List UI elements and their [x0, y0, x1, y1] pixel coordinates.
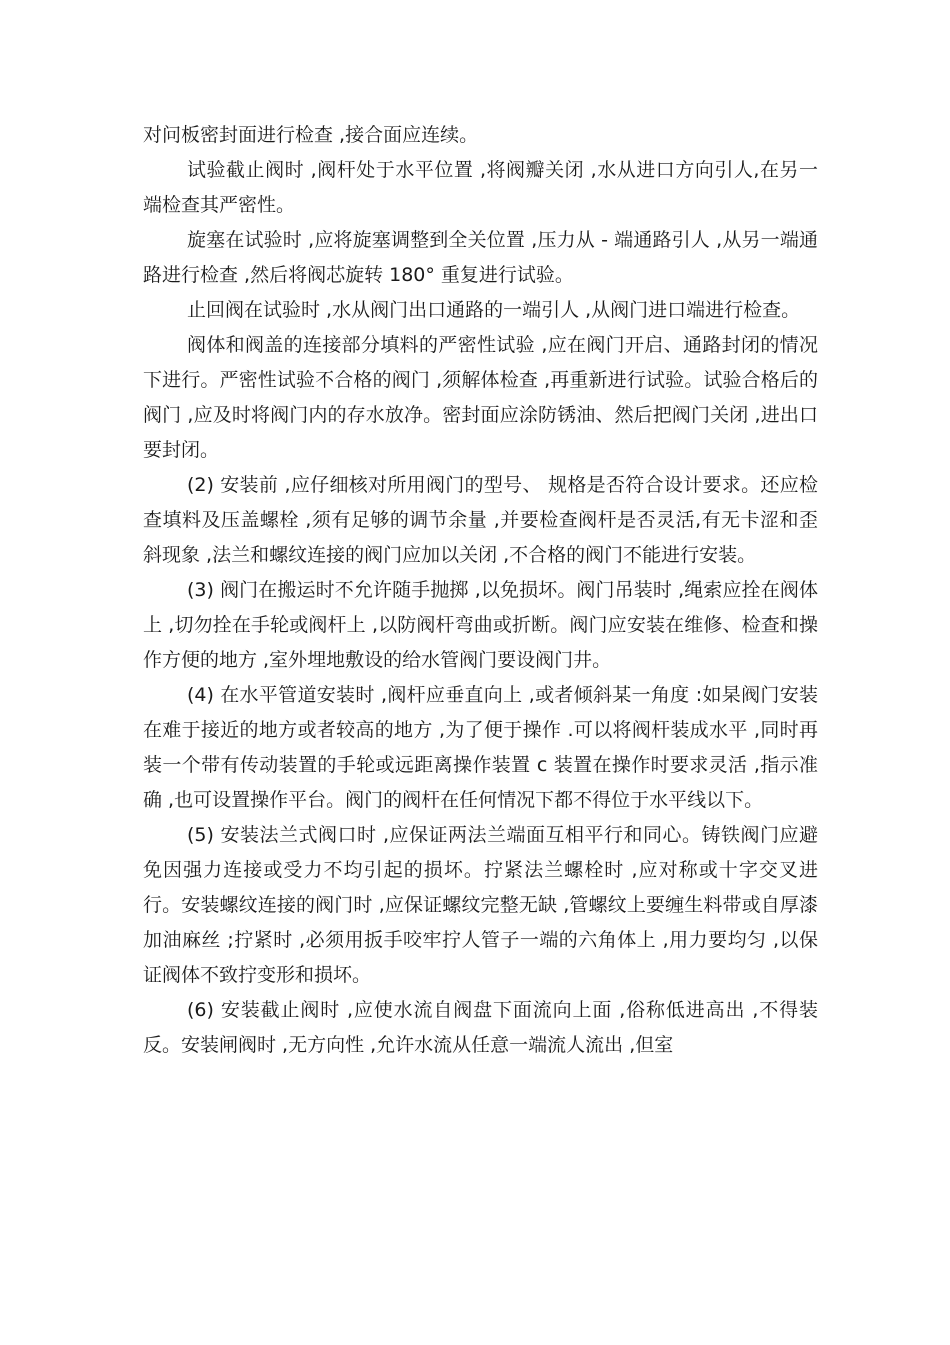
paragraph-5: 阀体和阀盖的连接部分填料的严密性试验 ,应在阀门开启、通路封闭的情况下进行。严密性试验不合格的阀门 ,须解体检查 ,再重新进行试验。试验合格后的阀门 ,应及时将阀门内的存水放净。密封面应涂防锈油、然后把阀门关闭 ,进出口要封闭。 — [143, 334, 818, 461]
paragraph-7: (3) 阀门在搬运时不允许随手抛掷 ,以免损坏。阀门吊装时 ,绳索应拴在阀体上 ,切勿拴在手轮或阀杆上 ,以防阀杆弯曲或折断。阀门应安装在维修、检查和操作方便的地方 ,室外埋地敷设的给水管阀门要设阀门井。 — [143, 579, 818, 671]
document-body — [143, 118, 818, 1063]
paragraph-6: (2) 安装前 ,应仔细核对所用阀门的型号、 规格是否符合设计要求。还应检查填料及压盖螺栓 ,须有足够的调节余量 ,并要检查阀杆是否灵活,有无卡涩和歪斜现象 ,法兰和螺纹连接的阀门应加以关闭 ,不合格的阀门不能进行安装。 — [143, 474, 818, 566]
paragraph-8: (4) 在水平管道安装时 ,阀杆应垂直向上 ,或者倾斜某一角度 :如杲阀门安装在难于接近的地方或者较高的地方 ,为了便于操作 .可以将阀杆装成水平 ,同时再装一个带有传动装置的手轮或远距离操作装置 c 装置在操作时要求灵活 ,指示准确 ,也可设置操作平台。阀门的阀杆在任何情况下都不得位于水平线以下。 — [143, 684, 818, 811]
paragraph-10: (6) 安装截止阀时 ,应使水流自阀盘下面流向上面 ,俗称低进高出 ,不得装反。安装闸阀时 ,无方向性 ,允许水流从任意一端流人流出 ,但室 — [143, 999, 818, 1056]
paragraph-3: 旋塞在试验时 ,应将旋塞调整到全关位置 ,压力从 - 端通路引人 ,从另一端通路进行检查 ,然后将阀芯旋转 180° 重复进行试验。 — [143, 229, 818, 286]
paragraph-9: (5) 安装法兰式阀口时 ,应保证两法兰端面互相平行和同心。铸铁阀门应避免因强力连接或受力不均引起的损坏。拧紧法兰螺栓时 ,应对称或十字交叉进行。安装螺纹连接的阀门时 ,应保证螺纹完整无缺 ,管螺纹上要缠生料带或自厚漆加油麻丝 ;拧紧时 ,必须用扳手咬牢拧人管子一端的六角体上 ,用力要均匀 ,以保证阀体不致拧变形和损坏。 — [143, 824, 818, 986]
paragraph-2: 试验截止阀时 ,阀杆处于水平位置 ,将阀瓣关闭 ,水从进口方向引人,在另一端检查其严密性。 — [143, 159, 818, 216]
paragraph-1: 对问板密封面进行检查 ,接合面应连续。 — [143, 124, 479, 146]
paragraph-4: 止回阀在试验时 ,水从阀门出口通路的一端引人 ,从阀门进口端进行检查。 — [187, 299, 801, 321]
